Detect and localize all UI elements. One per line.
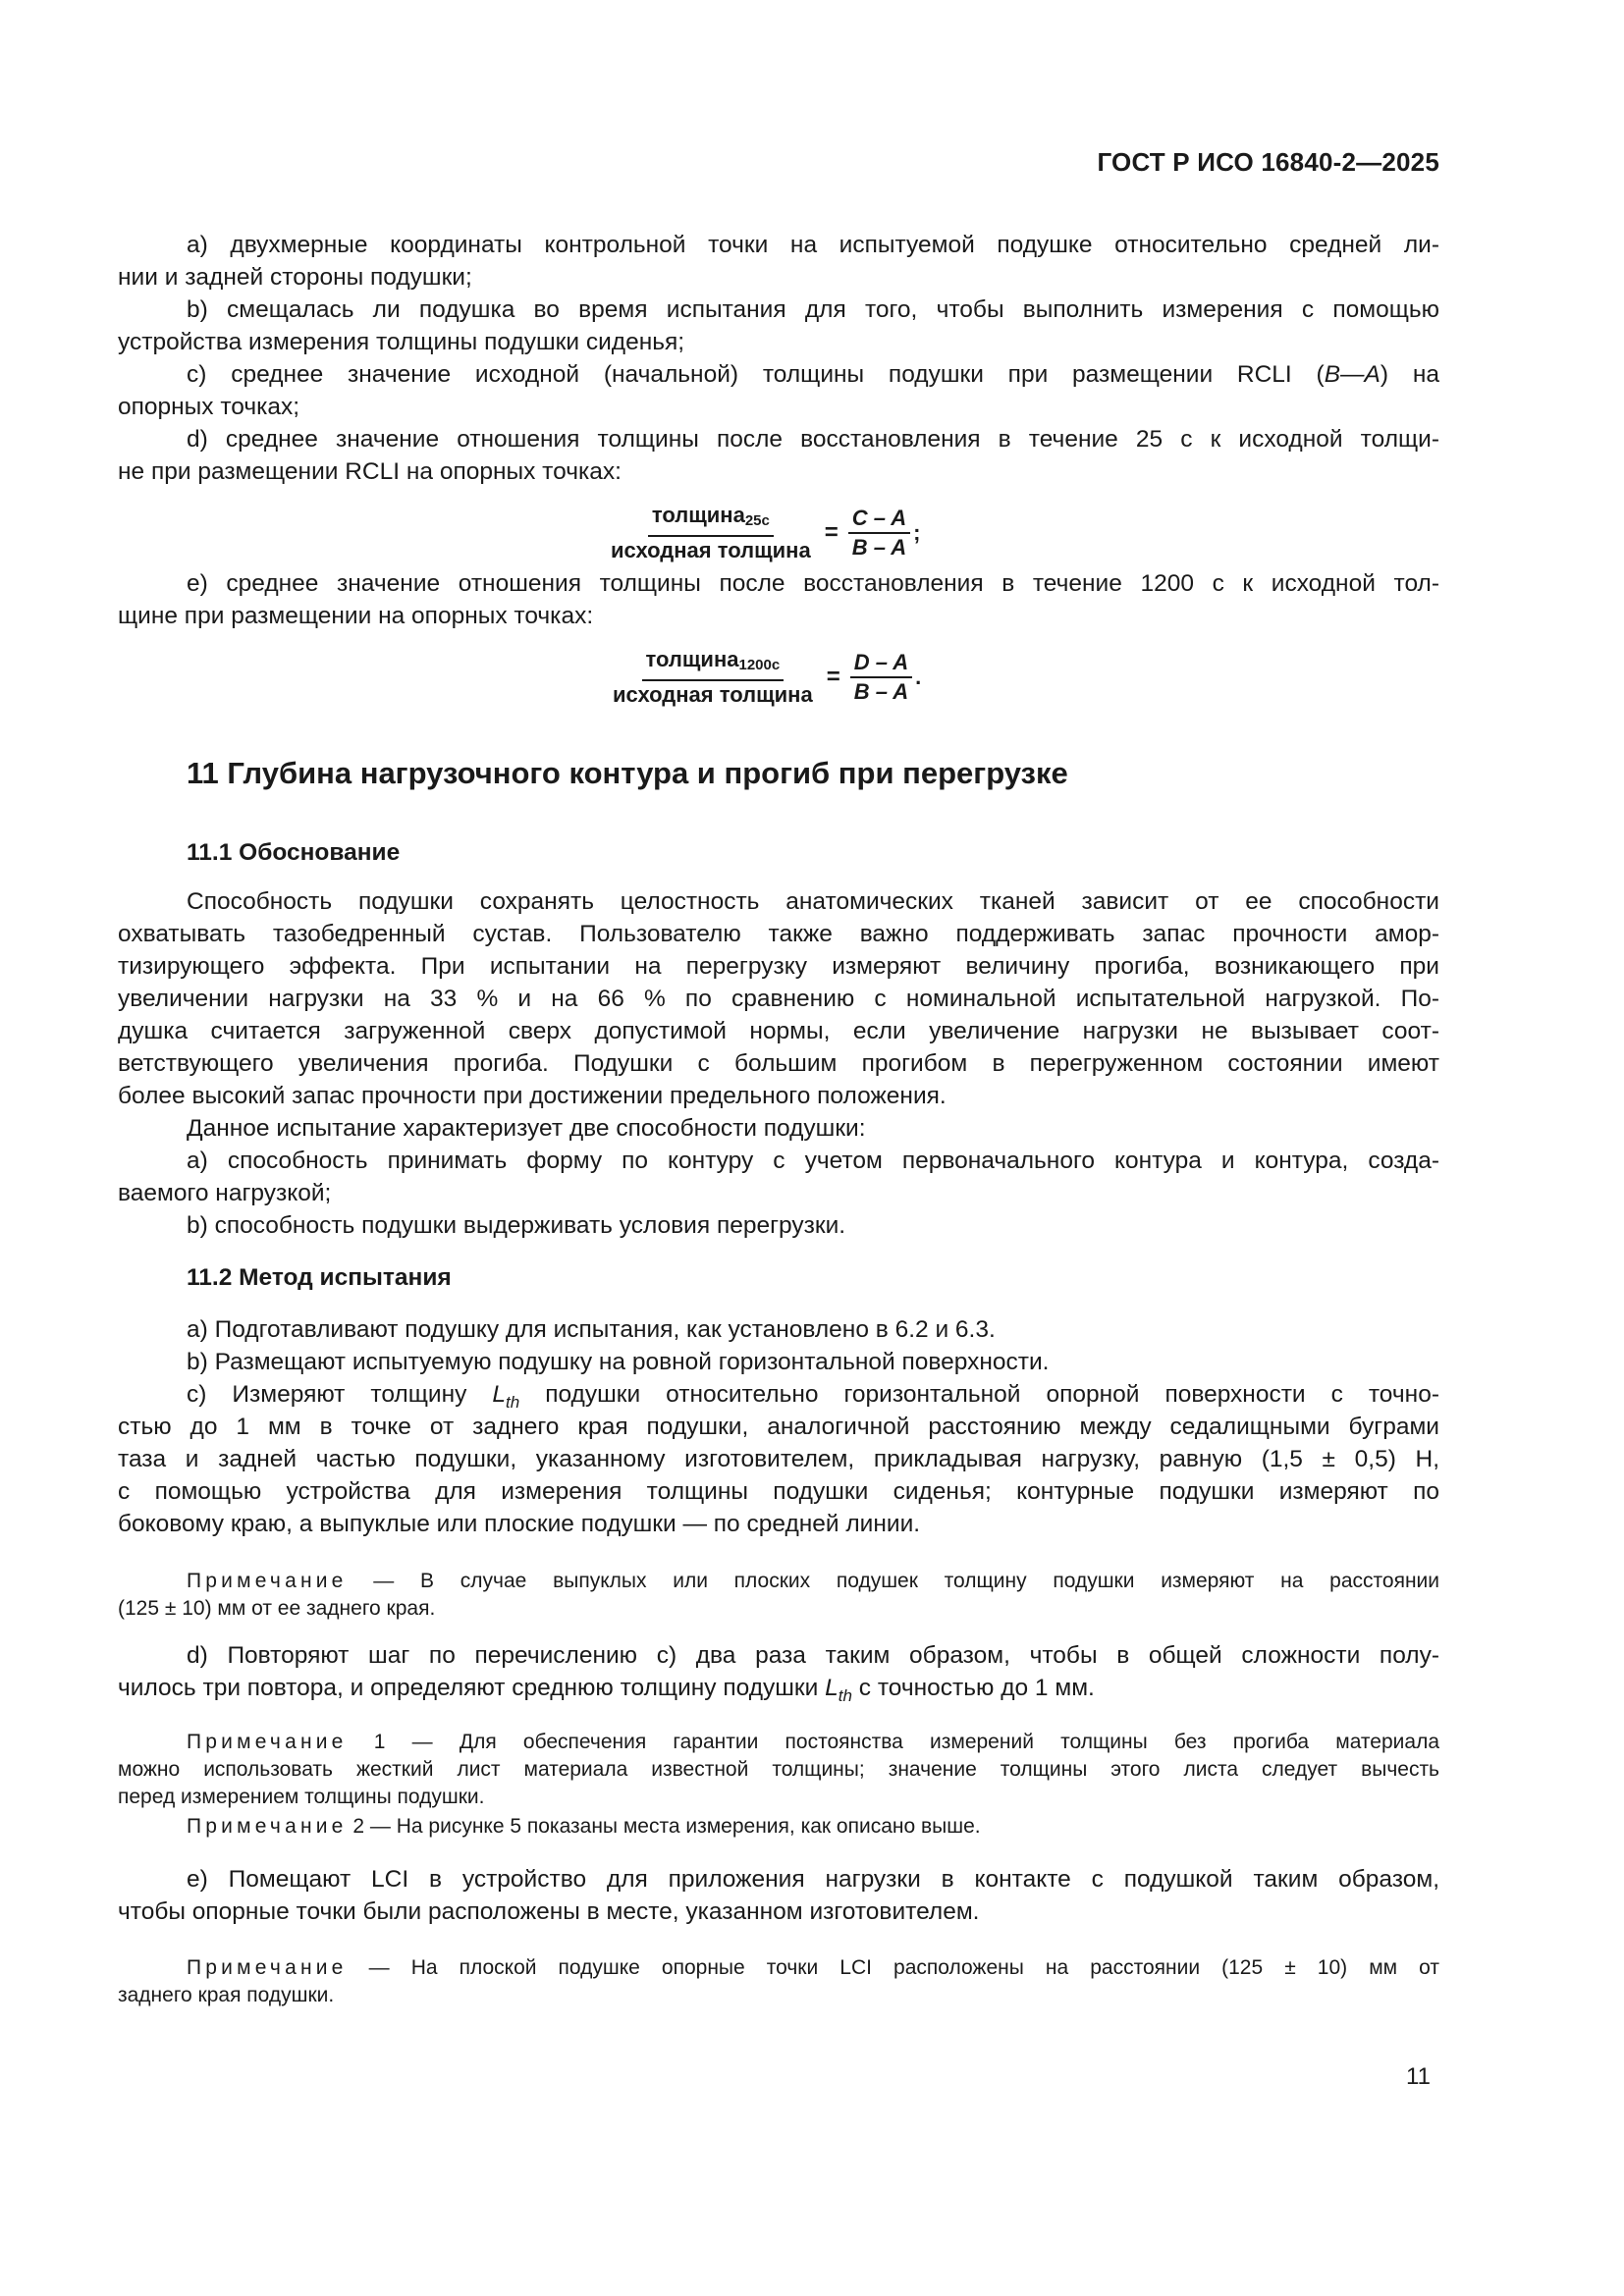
note-1-line2: можно использовать жесткий лист материала известной толщины; значение толщины этого листа следует вычесть [118, 1758, 1439, 1781]
note-number: 1 [347, 1731, 386, 1753]
list-item-c-pre: c) среднее значение исходной (начальной) толщины подушки при размещении RCLI ( [187, 361, 1325, 388]
note-c-line1 [187, 1568, 1439, 1595]
variable-L-subscript: th [506, 1393, 520, 1412]
item-d-pre: чилось три повтора, и определяют среднюю толщину подушки [118, 1675, 826, 1701]
section-11-1-heading: 11.1 Обоснование [187, 839, 401, 866]
formula-25s-rhs-denominator: B – A [851, 535, 907, 560]
list-item-e-line1: e) среднее значение отношения толщины после восстановления в течение 1200 с к исходной тол- [187, 570, 1439, 597]
formula-25s-terminator: ; [913, 520, 921, 545]
note-number: 2 [347, 1815, 365, 1838]
section-11-1-intro: Данное испытание характеризует две способности подушки: [187, 1115, 866, 1142]
section-11-1-item-a-line2: ваемого нагрузкой; [118, 1180, 332, 1206]
note-2 [187, 1813, 1439, 1841]
section-11-2-item-e-line2: чтобы опорные точки были расположены в месте, указанном изготовителем. [118, 1898, 980, 1925]
note-label: Примечание [187, 1956, 348, 1979]
item-c-post: подушки относительно горизонтальной опорной поверхности с точно- [519, 1381, 1439, 1408]
section-11-2-item-c-line5: боковому краю, а выпуклые или плоские подушки — по средней линии. [118, 1511, 921, 1537]
note-label: Примечание [187, 1570, 348, 1592]
section-11-2-heading: 11.2 Метод испытания [187, 1264, 452, 1291]
section-11-2-item-d-line2 [118, 1672, 1439, 1712]
item-c-pre: c) Измеряют толщину [187, 1381, 493, 1408]
list-item-d-line2: не при размещении RCLI на опорных точках: [118, 458, 622, 485]
note-label: Примечание [187, 1815, 348, 1838]
item-d-post: с точностью до 1 мм. [851, 1675, 1095, 1701]
note-text: На плоской подушке опорные точки LCI расположены на расстоянии (125 ± 10) мм от [410, 1956, 1439, 1979]
section-11-1-item-b: b) способность подушки выдерживать условия перегрузки. [187, 1212, 846, 1239]
paragraph-line: тизирующего эффекта. При испытании на перегрузку измеряют величину прогиба, возникающего при [118, 953, 1439, 980]
note-1-line1 [187, 1729, 1439, 1756]
formula-1200s-equals: = [826, 664, 840, 690]
formula-25s-denominator: исходная толщина [611, 538, 811, 562]
note-e-line2: заднего края подушки. [118, 1984, 335, 2006]
formula-1200s-rhs [850, 650, 912, 705]
paragraph-line: Способность подушки сохранять целостность анатомических тканей зависит от ее способности [187, 888, 1439, 915]
paragraph-line: ветствующего увеличения прогиба. Подушки с большим прогибом в перегруженном состоянии имеют [118, 1050, 1439, 1077]
formula-25s-rhs-numerator: C – A [848, 506, 910, 534]
page-number: 11 [1406, 2063, 1431, 2090]
section-11-heading: 11 Глубина нагрузочного контура и прогиб при перегрузке [187, 756, 1068, 790]
list-item-e-line2: щине при размещении на опорных точках: [118, 603, 594, 629]
paragraph-line: охватывать тазобедренный сустав. Пользователю также важно поддерживать запас прочности амор- [118, 921, 1439, 947]
formula-25s-rhs [848, 506, 910, 561]
note-dash: — [347, 1570, 421, 1592]
variable-L: L [825, 1675, 839, 1701]
variable-L: L [492, 1381, 506, 1408]
variable-L-subscript: th [838, 1686, 852, 1705]
formula-1200s-denominator: исходная толщина [613, 682, 813, 707]
formula-1200s-subscript: 1200с [738, 657, 781, 673]
formula-25s [607, 503, 920, 563]
formula-1200s-numerator: толщина [645, 647, 739, 671]
formula-1200s-rhs-numerator: D – A [850, 650, 912, 678]
formula-25s-equals: = [824, 519, 839, 546]
formula-1200s-lhs [609, 647, 817, 708]
list-item-b-line1: b) смещалась ли подушка во время испытания для того, чтобы выполнить измерения с помощью [187, 296, 1439, 323]
note-label: Примечание [187, 1731, 348, 1753]
list-item-c-line1 [187, 358, 1439, 391]
paragraph-line: душка считается загруженной сверх допустимой нормы, если увеличение нагрузки не вызывает соот- [118, 1018, 1439, 1044]
note-text: — На рисунке 5 показаны места измерения, как описано выше. [364, 1815, 981, 1838]
formula-25s-numerator: толщина [651, 503, 745, 527]
list-item-c-post: ) на [1380, 361, 1439, 388]
formula-1200s-terminator: . [915, 665, 922, 689]
section-11-1-item-a-line1: a) способность принимать форму по контуру с учетом первоначального контура и контура, созда- [187, 1148, 1439, 1174]
note-e-line1 [187, 1954, 1439, 1982]
paragraph-line: более высокий запас прочности при достижении предельного положения. [118, 1083, 947, 1109]
section-11-2-item-e-line1: e) Помещают LCI в устройство для приложения нагрузки в контакте с подушкой таким образом, [187, 1866, 1439, 1893]
list-item-a-line1: a) двухмерные координаты контрольной точки на испытуемой подушке относительно средней ли- [187, 232, 1439, 258]
note-1-line3: перед измерением толщины подушки. [118, 1786, 485, 1808]
section-11-2-item-d-line1: d) Повторяют шаг по перечислению c) два раза таким образом, чтобы в общей сложности полу- [187, 1642, 1439, 1669]
list-item-d-line1: d) среднее значение отношения толщины после восстановления в течение 25 с к исходной толщи- [187, 426, 1439, 453]
list-item-c-variable: B—A [1324, 361, 1380, 388]
list-item-c-line2: опорных точках; [118, 394, 300, 420]
list-item-b-line2: устройства измерения толщины подушки сиденья; [118, 329, 685, 355]
section-11-2-item-c-line3: таза и задней частью подушки, указанному изготовителем, прикладывая нагрузку, равную (1,5 ± 0,5) Н, [118, 1446, 1439, 1472]
formula-25s-subscript: 25с [744, 512, 770, 529]
note-text: В случае выпуклых или плоских подушек толщину подушки измеряют на расстоянии [420, 1570, 1439, 1592]
note-dash: — [347, 1956, 411, 1979]
document-header-id: ГОСТ Р ИСО 16840-2—2025 [1097, 147, 1439, 177]
section-11-2-item-a: a) Подготавливают подушку для испытания, как установлено в 6.2 и 6.3. [187, 1316, 996, 1343]
section-11-2-item-c-line2: стью до 1 мм в точке от заднего края подушки, аналогичной расстоянию между седалищными буграми [118, 1414, 1439, 1440]
list-item-a-line2: нии и задней стороны подушки; [118, 264, 472, 291]
section-11-2-item-c-line4: с помощью устройства для измерения толщины подушки сиденья; контурные подушки измеряют по [118, 1478, 1439, 1505]
formula-1200s-rhs-denominator: B – A [853, 679, 909, 704]
formula-1200s [609, 647, 921, 708]
section-11-2-item-b: b) Размещают испытуемую подушку на ровной горизонтальной поверхности. [187, 1349, 1050, 1375]
paragraph-line: увеличении нагрузки на 33 % и на 66 % по сравнению с номинальной испытательной нагрузкой. По- [118, 986, 1439, 1012]
note-c-line2: (125 ± 10) мм от ее заднего края. [118, 1597, 436, 1620]
formula-25s-lhs [607, 503, 815, 563]
note-text: — Для обеспечения гарантии постоянства измерений толщины без прогиба материала [385, 1731, 1439, 1753]
